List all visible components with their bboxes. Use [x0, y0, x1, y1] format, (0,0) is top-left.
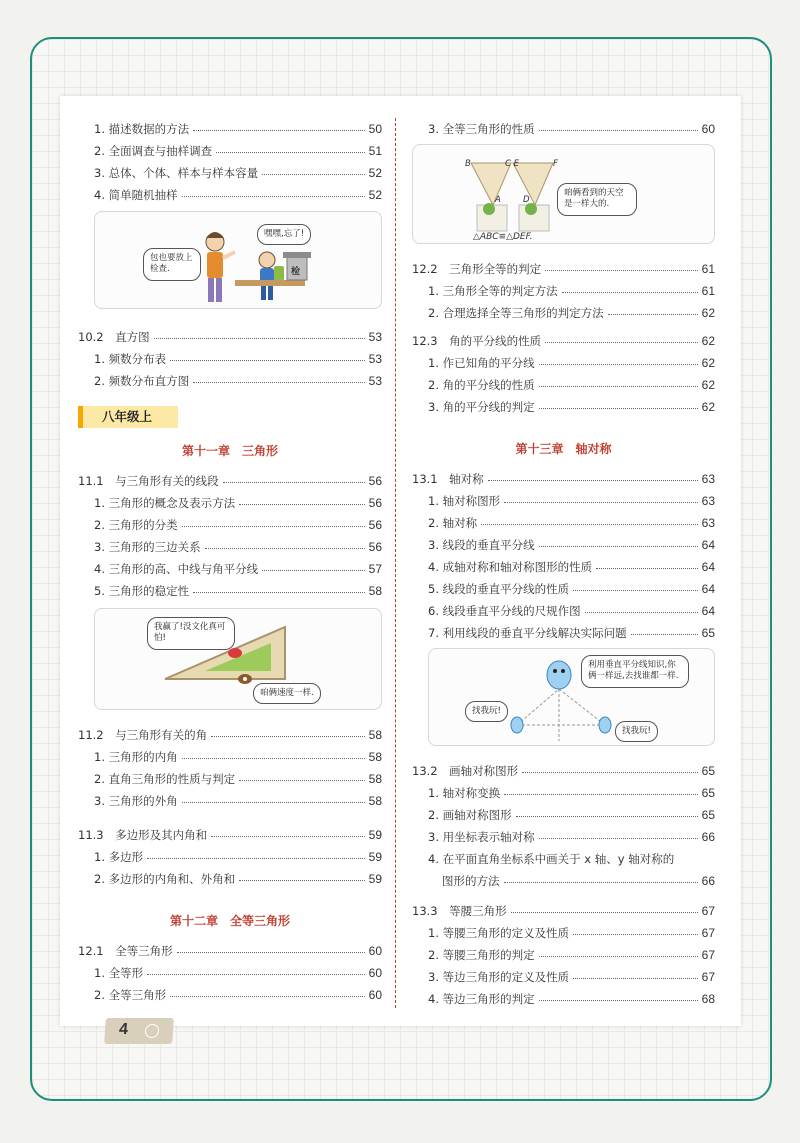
toc-entry[interactable] — [78, 516, 382, 534]
leader-dots — [147, 858, 365, 859]
entry-page: 62 — [701, 356, 715, 370]
leader-dots — [573, 590, 698, 591]
entry-label: 3. 三角形的三边关系 — [94, 540, 201, 554]
entry-label: 3. 线段的垂直平分线 — [428, 538, 535, 552]
entry-label: 1. 三角形的内角 — [94, 750, 178, 764]
toc-section[interactable] — [78, 942, 382, 960]
leader-dots — [504, 882, 698, 883]
toc-section[interactable] — [78, 472, 382, 490]
toc-entry[interactable] — [78, 964, 382, 982]
toc-entry[interactable] — [412, 624, 715, 642]
entry-label: 图形的方法 — [442, 874, 500, 888]
entry-label: 1. 作已知角的平分线 — [428, 356, 535, 370]
leader-dots — [216, 152, 365, 153]
entry-page: 62 — [701, 306, 715, 320]
leader-dots — [177, 952, 365, 953]
point-label: F — [553, 159, 558, 169]
leader-dots — [182, 526, 365, 527]
section-label: 12.3 角的平分线的性质 — [412, 334, 542, 348]
leader-dots — [170, 996, 365, 997]
speech-bubble: 咱俩看到的天空是一样大的. — [557, 183, 637, 216]
section-page: 63 — [701, 472, 715, 486]
toc-entry[interactable] — [412, 492, 715, 510]
entry-label: 5. 线段的垂直平分线的性质 — [428, 582, 570, 596]
section-page: 58 — [368, 728, 382, 742]
leader-dots — [239, 780, 365, 781]
entry-page: 65 — [701, 626, 715, 640]
speech-bubble: 找我玩! — [615, 721, 658, 742]
illustration-perpendicular-bisector — [428, 648, 715, 746]
section-label: 11.3 多边形及其内角和 — [78, 828, 208, 842]
entry-page: 58 — [368, 584, 382, 598]
inspection-sign: 检 — [291, 267, 301, 277]
entry-page: 56 — [368, 496, 382, 510]
entry-page: 63 — [701, 516, 715, 530]
illustration-triangle-race — [94, 608, 382, 710]
entry-label: 2. 角的平分线的性质 — [428, 378, 535, 392]
speech-bubble: 找我玩! — [465, 701, 508, 722]
toc-entry[interactable] — [412, 806, 715, 824]
entry-page: 60 — [368, 966, 382, 980]
toc-entry[interactable] — [412, 828, 715, 846]
entry-page: 67 — [701, 970, 715, 984]
toc-entry-line1[interactable] — [412, 850, 715, 868]
leader-dots — [205, 548, 365, 549]
leader-dots — [223, 482, 365, 483]
entry-page: 51 — [368, 144, 382, 158]
leader-dots — [539, 1000, 698, 1001]
toc-entry[interactable] — [412, 968, 715, 986]
entry-page: 62 — [701, 378, 715, 392]
cartoon-scene — [95, 212, 382, 309]
leader-dots — [504, 794, 698, 795]
section-page: 60 — [368, 944, 382, 958]
toc-entry[interactable] — [78, 142, 382, 160]
section-page: 53 — [368, 330, 382, 344]
leader-dots — [211, 736, 365, 737]
leader-dots — [539, 546, 698, 547]
leader-dots — [539, 130, 698, 131]
leader-dots — [193, 382, 365, 383]
entry-label: 3. 总体、个体、样本与样本容量 — [94, 166, 259, 180]
leader-dots — [193, 130, 365, 131]
cartoon-scene — [95, 609, 382, 710]
toc-section[interactable] — [412, 902, 715, 920]
toc-entry[interactable] — [78, 848, 382, 866]
section-label: 13.3 等腰三角形 — [412, 904, 507, 918]
leader-dots — [573, 978, 698, 979]
entry-label: 2. 频数分布直方图 — [94, 374, 190, 388]
entry-label: 2. 合理选择全等三角形的判定方法 — [428, 306, 604, 320]
speech-bubble: 嘿嘿,忘了! — [257, 224, 311, 245]
toc-section[interactable] — [78, 328, 382, 346]
entry-label: 4. 在平面直角坐标系中画关于 x 轴、y 轴对称的 — [428, 852, 675, 866]
toc-entry[interactable] — [78, 350, 382, 368]
toc-entry[interactable] — [412, 304, 715, 322]
entry-label: 1. 等腰三角形的定义及性质 — [428, 926, 570, 940]
entry-label: 3. 等边三角形的定义及性质 — [428, 970, 570, 984]
toc-entry[interactable] — [412, 398, 715, 416]
section-label: 13.2 画轴对称图形 — [412, 764, 519, 778]
entry-page: 59 — [368, 872, 382, 886]
figure-caption: △ABC≌△DEF. — [473, 232, 533, 242]
entry-page: 68 — [701, 992, 715, 1006]
leader-dots — [239, 880, 365, 881]
section-page: 67 — [701, 904, 715, 918]
leader-dots — [262, 570, 365, 571]
entry-page: 56 — [368, 518, 382, 532]
toc-entry[interactable] — [412, 602, 715, 620]
toc-entry[interactable] — [78, 164, 382, 182]
entry-page: 56 — [368, 540, 382, 554]
toc-entry[interactable] — [78, 986, 382, 1004]
entry-label: 5. 三角形的稳定性 — [94, 584, 190, 598]
entry-page: 58 — [368, 772, 382, 786]
section-label: 12.2 三角形全等的判定 — [412, 262, 542, 276]
toc-entry[interactable] — [78, 120, 382, 138]
section-label: 11.2 与三角形有关的角 — [78, 728, 208, 742]
entry-page: 58 — [368, 794, 382, 808]
point-label: C E — [505, 159, 520, 169]
leader-dots — [262, 174, 365, 175]
toc-entry[interactable] — [412, 784, 715, 802]
toc-entry[interactable] — [412, 990, 715, 1008]
toc-entry[interactable] — [78, 560, 382, 578]
toc-entry[interactable] — [78, 770, 382, 788]
illustration-inspection — [94, 211, 382, 309]
chapter-title[interactable]: 第十一章 三角形 — [181, 444, 278, 458]
entry-page: 50 — [368, 122, 382, 136]
toc-entry[interactable] — [412, 354, 715, 372]
entry-label: 3. 角的平分线的判定 — [428, 400, 535, 414]
toc-entry[interactable] — [412, 282, 715, 300]
toc-entry[interactable] — [78, 494, 382, 512]
toc-section[interactable] — [412, 332, 715, 350]
entry-label: 1. 频数分布表 — [94, 352, 167, 366]
toc-entry[interactable] — [412, 514, 715, 532]
entry-page: 61 — [701, 284, 715, 298]
entry-label: 2. 全面调查与抽样调查 — [94, 144, 213, 158]
entry-label: 1. 三角形全等的判定方法 — [428, 284, 558, 298]
entry-page: 66 — [701, 874, 715, 888]
entry-page: 64 — [701, 560, 715, 574]
entry-label: 2. 多边形的内角和、外角和 — [94, 872, 236, 886]
entry-label: 4. 等边三角形的判定 — [428, 992, 535, 1006]
speech-bubble: 利用垂直平分线知识,你俩一样远,去找谁都一样. — [581, 655, 689, 688]
entry-label: 2. 画轴对称图形 — [428, 808, 512, 822]
leader-dots — [608, 314, 698, 315]
entry-label: 1. 三角形的概念及表示方法 — [94, 496, 236, 510]
circle-icon — [145, 1024, 160, 1038]
leader-dots — [239, 504, 365, 505]
page-number-tab — [104, 1018, 174, 1044]
section-page: 65 — [701, 764, 715, 778]
toc-entry[interactable] — [412, 580, 715, 598]
entry-label: 3. 三角形的外角 — [94, 794, 178, 808]
toc-section[interactable] — [78, 726, 382, 744]
entry-page: 65 — [701, 808, 715, 822]
entry-page: 64 — [701, 604, 715, 618]
toc-entry[interactable] — [78, 582, 382, 600]
entry-label: 4. 简单随机抽样 — [94, 188, 178, 202]
leader-dots — [631, 634, 698, 635]
toc-entry[interactable] — [412, 536, 715, 554]
leader-dots — [539, 386, 698, 387]
chapter-title[interactable]: 第十三章 轴对称 — [515, 442, 612, 456]
entry-page: 63 — [701, 494, 715, 508]
leader-dots — [154, 338, 365, 339]
leader-dots — [545, 342, 698, 343]
entry-page: 52 — [368, 188, 382, 202]
entry-label: 2. 全等三角形 — [94, 988, 167, 1002]
entry-page: 64 — [701, 538, 715, 552]
toc-section[interactable] — [412, 260, 715, 278]
toc-entry[interactable] — [412, 558, 715, 576]
leader-dots — [516, 816, 698, 817]
section-label: 13.1 轴对称 — [412, 472, 484, 486]
toc-entry[interactable] — [78, 186, 382, 204]
leader-dots — [522, 772, 698, 773]
entry-label: 3. 用坐标表示轴对称 — [428, 830, 535, 844]
speech-bubble: 包也要放上检查. — [143, 248, 201, 281]
entry-page: 53 — [368, 352, 382, 366]
entry-page: 67 — [701, 926, 715, 940]
entry-page: 59 — [368, 850, 382, 864]
toc-section[interactable] — [412, 762, 715, 780]
chapter-title[interactable]: 第十二章 全等三角形 — [169, 914, 290, 928]
leader-dots — [182, 802, 365, 803]
entry-label: 6. 线段垂直平分线的尺规作图 — [428, 604, 581, 618]
speech-bubble: 咱俩速度一样. — [253, 683, 321, 704]
entry-label: 1. 描述数据的方法 — [94, 122, 190, 136]
toc-page — [60, 96, 741, 1026]
entry-label: 2. 等腰三角形的判定 — [428, 948, 535, 962]
column-divider — [395, 118, 396, 1008]
toc-entry[interactable] — [78, 372, 382, 390]
entry-label: 2. 直角三角形的性质与判定 — [94, 772, 236, 786]
point-label: A — [495, 195, 501, 205]
leader-dots — [488, 480, 698, 481]
leader-dots — [573, 934, 698, 935]
toc-entry[interactable] — [412, 872, 715, 890]
leader-dots — [504, 502, 698, 503]
entry-page: 60 — [368, 988, 382, 1002]
toc-entry[interactable] — [78, 748, 382, 766]
entry-label: 1. 轴对称图形 — [428, 494, 501, 508]
entry-label: 4. 成轴对称和轴对称图形的性质 — [428, 560, 593, 574]
point-label: D — [523, 195, 530, 205]
entry-label: 2. 轴对称 — [428, 516, 478, 530]
toc-entry[interactable] — [78, 792, 382, 810]
leader-dots — [182, 196, 365, 197]
entry-page: 67 — [701, 948, 715, 962]
entry-label: 7. 利用线段的垂直平分线解决实际问题 — [428, 626, 627, 640]
section-label: 11.1 与三角形有关的线段 — [78, 474, 219, 488]
section-page: 61 — [701, 262, 715, 276]
leader-dots — [147, 974, 365, 975]
entry-label: 1. 全等形 — [94, 966, 144, 980]
leader-dots — [539, 408, 698, 409]
page-number: 4 — [118, 1021, 129, 1038]
entry-page: 64 — [701, 582, 715, 596]
entry-page: 66 — [701, 830, 715, 844]
entry-page: 58 — [368, 750, 382, 764]
illustration-congruent-triangles — [412, 144, 715, 244]
section-page: 56 — [368, 474, 382, 488]
entry-label: 2. 三角形的分类 — [94, 518, 178, 532]
leader-dots — [545, 270, 698, 271]
leader-dots — [585, 612, 698, 613]
leader-dots — [596, 568, 698, 569]
leader-dots — [481, 524, 698, 525]
toc-section[interactable] — [412, 470, 715, 488]
section-label: 12.1 全等三角形 — [78, 944, 173, 958]
speech-bubble: 我赢了!没文化真可怕! — [147, 617, 235, 650]
section-page: 62 — [701, 334, 715, 348]
entry-label: 1. 多边形 — [94, 850, 144, 864]
toc-entry[interactable] — [412, 120, 715, 138]
leader-dots — [170, 360, 365, 361]
entry-label: 1. 轴对称变换 — [428, 786, 501, 800]
entry-label: 4. 三角形的高、中线与角平分线 — [94, 562, 259, 576]
entry-page: 65 — [701, 786, 715, 800]
toc-entry[interactable] — [412, 946, 715, 964]
toc-entry[interactable] — [412, 376, 715, 394]
leader-dots — [562, 292, 698, 293]
leader-dots — [539, 838, 698, 839]
grade-banner: 八年级上 — [78, 406, 178, 428]
leader-dots — [193, 592, 365, 593]
entry-label: 3. 全等三角形的性质 — [428, 122, 535, 136]
entry-page: 60 — [701, 122, 715, 136]
point-label: B — [465, 159, 471, 169]
entry-page: 52 — [368, 166, 382, 180]
toc-entry[interactable] — [78, 538, 382, 556]
entry-page: 53 — [368, 374, 382, 388]
toc-entry[interactable] — [78, 870, 382, 888]
entry-page: 62 — [701, 400, 715, 414]
leader-dots — [182, 758, 365, 759]
section-label: 10.2 直方图 — [78, 330, 150, 344]
toc-entry[interactable] — [412, 924, 715, 942]
toc-section[interactable] — [78, 826, 382, 844]
entry-page: 57 — [368, 562, 382, 576]
section-page: 59 — [368, 828, 382, 842]
leader-dots — [511, 912, 698, 913]
leader-dots — [539, 956, 698, 957]
leader-dots — [539, 364, 698, 365]
leader-dots — [211, 836, 365, 837]
